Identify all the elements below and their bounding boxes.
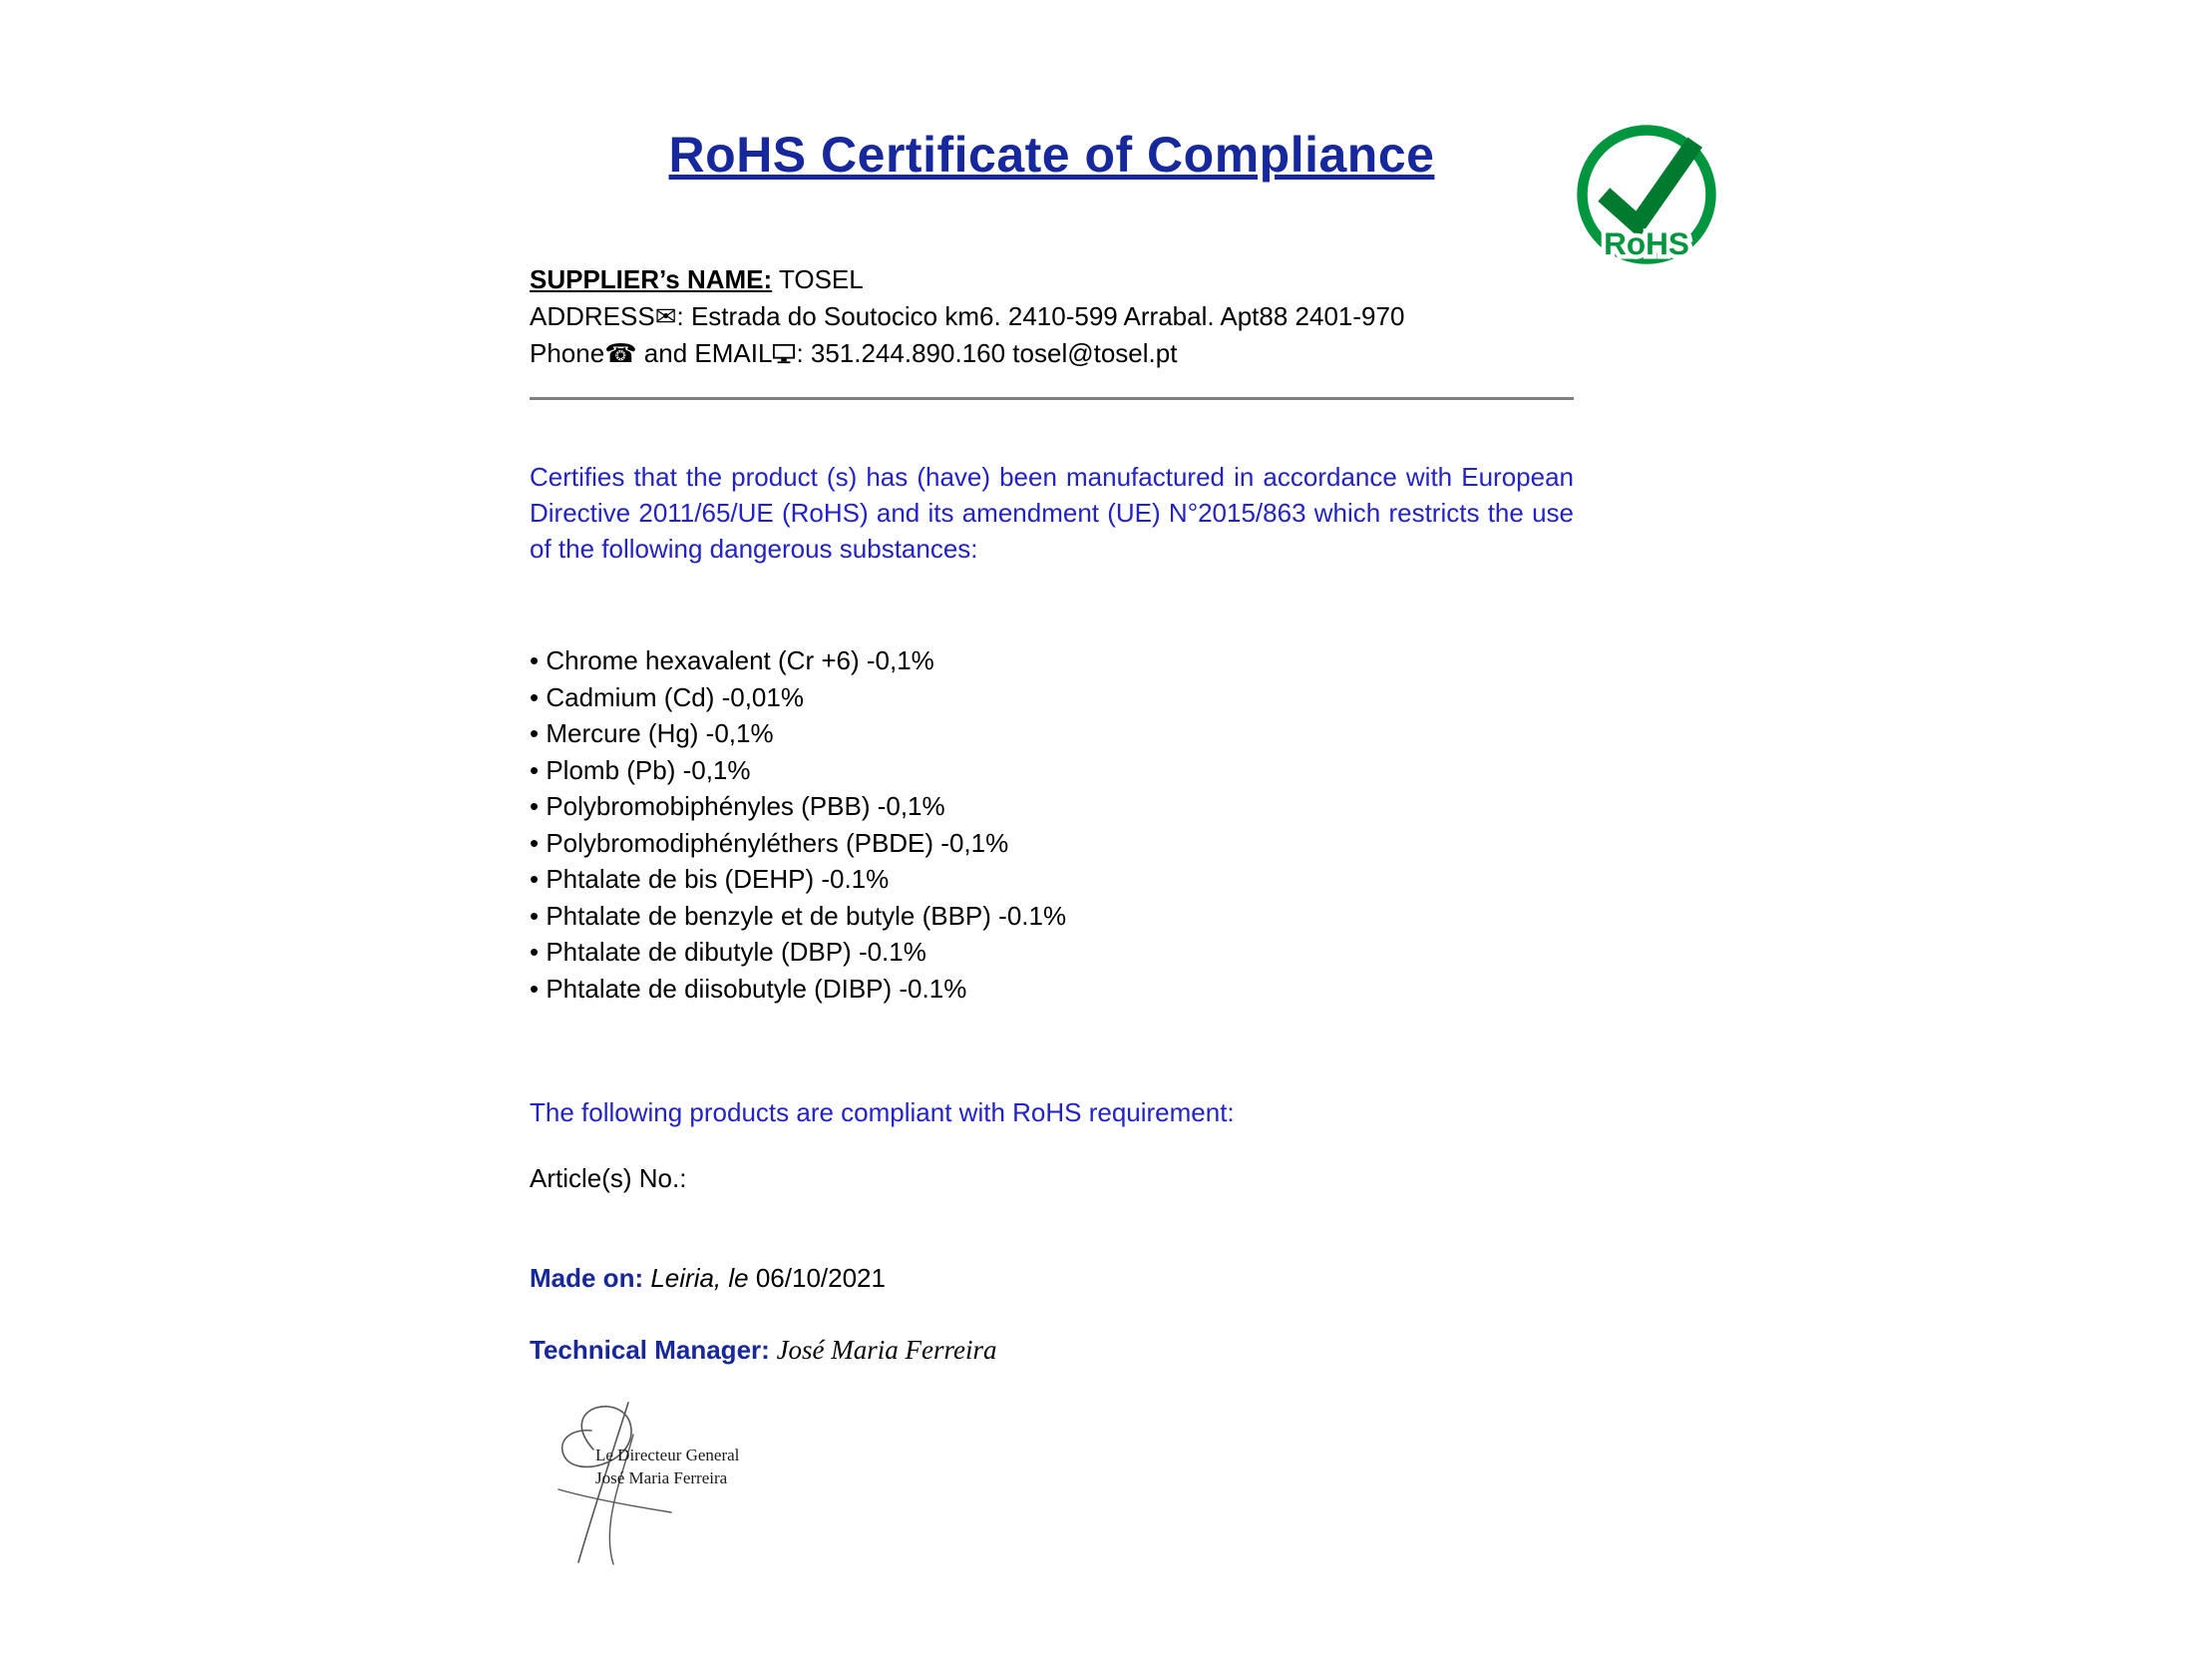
substance-item: • Chrome hexavalent (Cr +6) -0,1% xyxy=(530,642,1574,679)
substance-item: • Polybromobiphényles (PBB) -0,1% xyxy=(530,788,1574,825)
telephone-icon: ☎ xyxy=(604,338,637,368)
signature-graphic xyxy=(534,1395,843,1594)
address-label: ADDRESS xyxy=(530,301,655,331)
supplier-name-label: SUPPLIER’s NAME: xyxy=(530,264,773,294)
compliance-statement: The following products are compliant with RoHS requirement: xyxy=(530,1097,1235,1127)
substance-item: • Phtalate de diisobutyle (DIBP) -0.1% xyxy=(530,971,1574,1008)
envelope-icon: ✉ xyxy=(654,301,677,331)
supplier-name-line xyxy=(530,261,1574,298)
made-on-label: Made on: xyxy=(530,1263,644,1293)
technical-manager-name: José Maria Ferreira xyxy=(769,1335,997,1365)
signature-title: Le Directeur General xyxy=(595,1446,740,1464)
supplier-address-line xyxy=(530,298,1574,335)
substance-item: • Plomb (Pb) -0,1% xyxy=(530,752,1574,789)
rohs-logo-graphic xyxy=(1572,120,1721,269)
article-number-label: Article(s) No.: xyxy=(530,1163,687,1193)
email-label: and EMAIL xyxy=(636,338,773,368)
contact-value: : 351.244.890.160 tosel@tosel.pt xyxy=(796,338,1178,368)
rohs-logo xyxy=(1572,120,1721,269)
page-title: RoHS Certificate of Compliance xyxy=(668,127,1435,183)
made-on-line xyxy=(530,1263,1574,1294)
supplier-block xyxy=(530,261,1574,375)
substance-item: • Cadmium (Cd) -0,01% xyxy=(530,679,1574,716)
substance-item: • Polybromodiphényléthers (PBDE) -0,1% xyxy=(530,825,1574,862)
computer-icon xyxy=(772,338,796,375)
substance-item: • Mercure (Hg) -0,1% xyxy=(530,715,1574,752)
made-on-date: 06/10/2021 xyxy=(755,1263,886,1293)
signature-name: José Maria Ferreira xyxy=(595,1468,728,1487)
substance-item: • Phtalate de bis (DEHP) -0.1% xyxy=(530,861,1574,898)
technical-manager-label: Technical Manager: xyxy=(530,1335,770,1365)
logo-label: RoHS xyxy=(1604,225,1689,261)
certification-statement: Certifies that the product (s) has (have) been manufactured in accordance with European Directive 2011/65/UE (RoHS) and its amendment (UE) N°2015/863 which restricts the use of the following dangerous substances: xyxy=(530,462,1574,564)
made-on-place: Leiria, le xyxy=(643,1263,756,1293)
address-value: : Estrada do Soutocico km6. 2410-599 Arrabal. Apt88 2401-970 xyxy=(676,301,1405,331)
supplier-name-value: TOSEL xyxy=(772,264,864,294)
substance-item: • Phtalate de dibutyle (DBP) -0.1% xyxy=(530,934,1574,971)
divider-rule xyxy=(530,397,1574,400)
substances-list xyxy=(530,642,1574,1007)
substance-item: • Phtalate de benzyle et de butyle (BBP) -0.1% xyxy=(530,898,1574,935)
phone-label: Phone xyxy=(530,338,605,368)
technical-manager-line xyxy=(530,1335,1574,1366)
signature-block xyxy=(534,1395,843,1594)
supplier-contact-line xyxy=(530,335,1574,375)
